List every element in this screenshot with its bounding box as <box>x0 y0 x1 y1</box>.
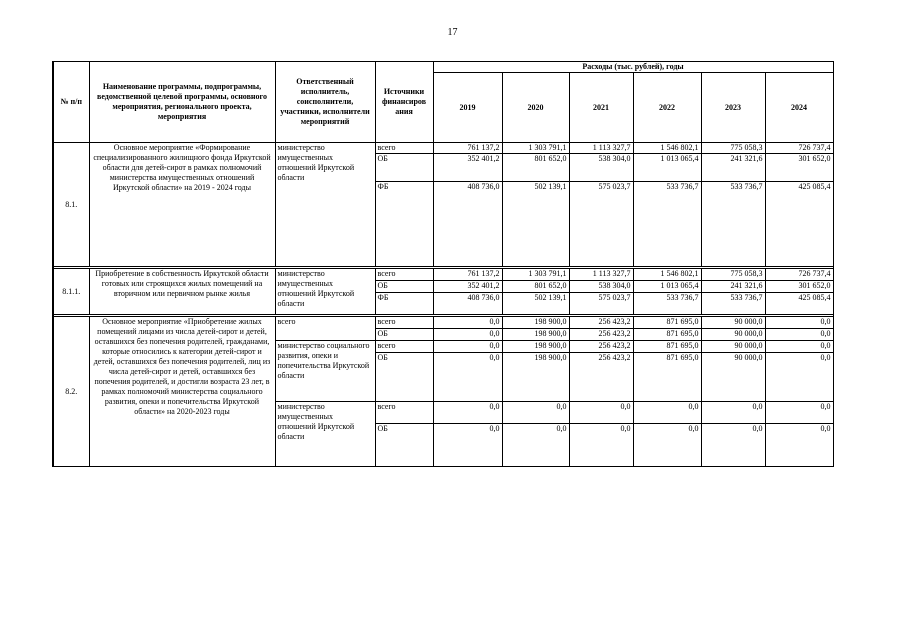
value-cell: 502 139,1 <box>502 182 569 267</box>
value-cell: 871 695,0 <box>633 341 701 353</box>
value-cell: 871 695,0 <box>633 353 701 402</box>
value-cell: 198 900,0 <box>502 329 569 341</box>
value-cell: 256 423,2 <box>569 353 633 402</box>
table-row <box>53 269 833 281</box>
header-year: 2019 <box>433 73 502 143</box>
value-cell: 1 546 802,1 <box>633 143 701 154</box>
value-cell: 90 000,0 <box>701 317 765 329</box>
value-cell: 90 000,0 <box>701 341 765 353</box>
row-source: ОБ <box>375 329 433 341</box>
value-cell: 0,0 <box>765 329 833 341</box>
value-cell: 726 737,4 <box>765 143 833 154</box>
page-number: 17 <box>447 27 458 38</box>
value-cell: 198 900,0 <box>502 353 569 402</box>
value-cell: 1 303 791,1 <box>502 143 569 154</box>
row-source: ОБ <box>375 353 433 402</box>
row-source: всего <box>375 143 433 154</box>
value-cell: 0,0 <box>433 424 502 467</box>
value-cell: 1 013 065,4 <box>633 281 701 293</box>
value-cell: 0,0 <box>765 317 833 329</box>
value-cell: 801 652,0 <box>502 281 569 293</box>
value-cell: 198 900,0 <box>502 317 569 329</box>
value-cell: 352 401,2 <box>433 281 502 293</box>
value-cell: 352 401,2 <box>433 154 502 182</box>
table-row <box>53 317 833 329</box>
value-cell: 502 139,1 <box>502 293 569 315</box>
value-cell: 0,0 <box>765 402 833 424</box>
value-cell: 871 695,0 <box>633 329 701 341</box>
header-year: 2022 <box>633 73 701 143</box>
value-cell: 0,0 <box>433 341 502 353</box>
value-cell: 0,0 <box>502 402 569 424</box>
header-num: № п/п <box>53 62 89 143</box>
budget-table <box>52 61 834 467</box>
value-cell: 301 652,0 <box>765 154 833 182</box>
header-name: Наименование программы, подпрограммы, ведомственной целевой программы, основного мероприятия, регионального проекта, мероприятия <box>89 62 275 143</box>
value-cell: 425 085,4 <box>765 293 833 315</box>
header-expenses: Расходы (тыс. рублей), годы <box>433 62 833 73</box>
row-executor: министерство социального развития, опеки и попечительства Иркутской области <box>275 341 375 402</box>
value-cell: 90 000,0 <box>701 329 765 341</box>
value-cell: 775 058,3 <box>701 143 765 154</box>
value-cell: 533 736,7 <box>633 293 701 315</box>
value-cell: 1 013 065,4 <box>633 154 701 182</box>
header-year: 2020 <box>502 73 569 143</box>
value-cell: 575 023,7 <box>569 293 633 315</box>
value-cell: 0,0 <box>633 424 701 467</box>
value-cell: 575 023,7 <box>569 182 633 267</box>
value-cell: 241 321,6 <box>701 281 765 293</box>
value-cell: 801 652,0 <box>502 154 569 182</box>
row-source: ОБ <box>375 154 433 182</box>
header-year: 2021 <box>569 73 633 143</box>
value-cell: 256 423,2 <box>569 317 633 329</box>
row-executor: всего <box>275 317 375 341</box>
value-cell: 0,0 <box>433 317 502 329</box>
header-executor: Ответственный исполнитель, соисполнители, участники, исполнители мероприятий <box>275 62 375 143</box>
row-source: всего <box>375 317 433 329</box>
value-cell: 425 085,4 <box>765 182 833 267</box>
value-cell: 726 737,4 <box>765 269 833 281</box>
value-cell: 0,0 <box>569 402 633 424</box>
value-cell: 0,0 <box>633 402 701 424</box>
row-num: 8.1. <box>53 143 89 267</box>
value-cell: 538 304,0 <box>569 281 633 293</box>
row-name: Основное мероприятие «Приобретение жилых помещений лицами из числа детей-сирот и детей, оставшихся без попечения родителей, гражданами, которые относились к категории детей-сирот и детей, оставшихся без попечения родителей, лиц из числа детей-сирот и детей, оставшихся без попечения родителей, и достигли возраста 23 лет, в рамках полномочий министерства социального развития, опеки и попечительства Иркутской области» на 2020-2023 годы <box>89 317 275 467</box>
value-cell: 538 304,0 <box>569 154 633 182</box>
row-executor: министерство имущественных отношений Иркутской области <box>275 143 375 267</box>
value-cell: 1 546 802,1 <box>633 269 701 281</box>
row-executor: министерство имущественных отношений Иркутской области <box>275 269 375 315</box>
value-cell: 0,0 <box>701 424 765 467</box>
row-name: Основное мероприятие «Формирование специализированного жилищного фонда Иркутской области для детей-сирот в рамках полномочий министерства имущественных отношений Иркутской области» на 2019 - 2024 годы <box>89 143 275 267</box>
header-year: 2024 <box>765 73 833 143</box>
table-row <box>53 143 833 154</box>
header-year: 2023 <box>701 73 765 143</box>
value-cell: 1 113 327,7 <box>569 269 633 281</box>
header-source: Источники финансиров ания <box>375 62 433 143</box>
row-source: ФБ <box>375 293 433 315</box>
value-cell: 775 058,3 <box>701 269 765 281</box>
row-source: ОБ <box>375 281 433 293</box>
value-cell: 0,0 <box>765 341 833 353</box>
value-cell: 871 695,0 <box>633 317 701 329</box>
value-cell: 0,0 <box>569 424 633 467</box>
row-source: ОБ <box>375 424 433 467</box>
value-cell: 408 736,0 <box>433 293 502 315</box>
row-source: всего <box>375 269 433 281</box>
value-cell: 0,0 <box>765 353 833 402</box>
value-cell: 533 736,7 <box>701 182 765 267</box>
row-num: 8.2. <box>53 317 89 467</box>
row-source: ФБ <box>375 182 433 267</box>
value-cell: 256 423,2 <box>569 341 633 353</box>
value-cell: 408 736,0 <box>433 182 502 267</box>
value-cell: 533 736,7 <box>701 293 765 315</box>
value-cell: 1 303 791,1 <box>502 269 569 281</box>
value-cell: 90 000,0 <box>701 353 765 402</box>
value-cell: 198 900,0 <box>502 341 569 353</box>
value-cell: 761 137,2 <box>433 269 502 281</box>
value-cell: 533 736,7 <box>633 182 701 267</box>
value-cell: 1 113 327,7 <box>569 143 633 154</box>
value-cell: 241 321,6 <box>701 154 765 182</box>
value-cell: 761 137,2 <box>433 143 502 154</box>
row-num: 8.1.1. <box>53 269 89 315</box>
value-cell: 301 652,0 <box>765 281 833 293</box>
value-cell: 0,0 <box>502 424 569 467</box>
value-cell: 0,0 <box>433 329 502 341</box>
value-cell: 0,0 <box>433 353 502 402</box>
value-cell: 0,0 <box>701 402 765 424</box>
row-name: Приобретение в собственность Иркутской области готовых или строящихся жилых помещений на вторичном или первичном рынке жилья <box>89 269 275 315</box>
value-cell: 0,0 <box>433 402 502 424</box>
row-executor: министерство имущественных отношений Иркутской области <box>275 402 375 467</box>
value-cell: 0,0 <box>765 424 833 467</box>
row-source: всего <box>375 402 433 424</box>
value-cell: 256 423,2 <box>569 329 633 341</box>
row-source: всего <box>375 341 433 353</box>
